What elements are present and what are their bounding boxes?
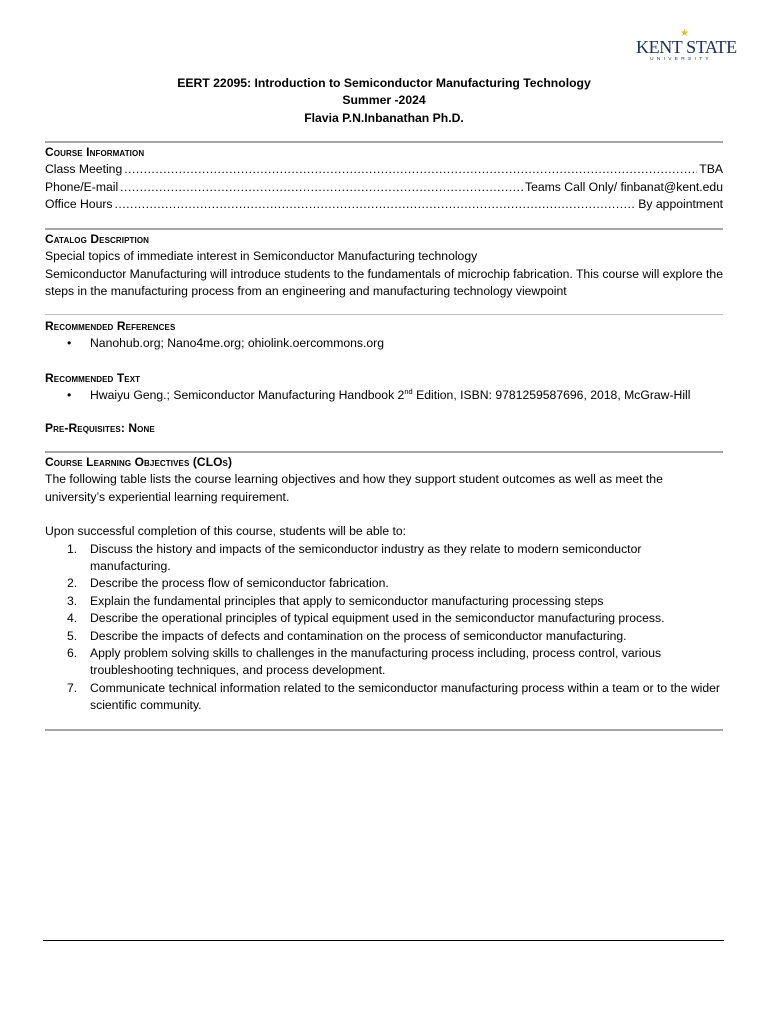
text-section bbox=[45, 370, 723, 405]
list-item bbox=[45, 593, 723, 610]
leader-dots bbox=[124, 161, 697, 178]
divider bbox=[45, 451, 723, 453]
list-item bbox=[45, 645, 723, 680]
references-section bbox=[45, 318, 723, 353]
leader-dots bbox=[120, 179, 523, 196]
star-icon: ★ bbox=[680, 28, 689, 39]
info-value: Teams Call Only/ finbanat@kent.edu bbox=[525, 179, 723, 194]
divider bbox=[45, 141, 723, 143]
book-details: Edition, ISBN: 9781259587696, 2018, McGraw-Hill bbox=[412, 388, 691, 403]
list-item bbox=[45, 680, 723, 715]
course-title: EERT 22095: Introduction to Semiconductor Manufacturing Technology bbox=[177, 76, 591, 90]
item-text: Describe the impacts of defects and contamination on the process of semiconductor manufacturing. bbox=[90, 628, 627, 643]
item-number: 1. bbox=[67, 541, 78, 556]
list-item bbox=[45, 387, 723, 404]
item-text: Discuss the history and impacts of the semiconductor industry as they relate to modern semiconductor manufacturing. bbox=[90, 541, 642, 574]
list-item bbox=[45, 541, 723, 576]
section-heading: Course Learning Objectives (CLOs) bbox=[45, 455, 233, 469]
section-heading: Catalog Description bbox=[45, 232, 150, 246]
course-info-section bbox=[45, 144, 723, 214]
syllabus-header bbox=[45, 75, 723, 127]
catalog-paragraph: Semiconductor Manufacturing will introduce students to the fundamentals of microchip fabrication. This course will explore the steps in the manufacturing process from an engineering and manufacturing technology viewpoint bbox=[45, 266, 723, 299]
list-item bbox=[45, 628, 723, 645]
instructor-name: Flavia P.N.Inbanathan Ph.D. bbox=[304, 110, 464, 125]
list-item bbox=[45, 610, 723, 627]
clos-section bbox=[45, 454, 723, 715]
logo-main-text: KENT STATE bbox=[636, 37, 737, 57]
prereq-section bbox=[45, 420, 723, 437]
item-number: 6. bbox=[67, 646, 78, 661]
divider bbox=[45, 729, 723, 731]
info-row-office-hours bbox=[45, 196, 723, 213]
catalog-topic-line: Special topics of immediate interest in Semiconductor Manufacturing technology bbox=[45, 249, 478, 264]
item-text: Communicate technical information related to the semiconductor manufacturing process within a team or to the wider scientific community. bbox=[90, 680, 720, 713]
info-value: By appointment bbox=[638, 197, 723, 212]
info-label: Phone/E-mail bbox=[45, 179, 119, 194]
clos-lead: Upon successful completion of this course, students will be able to: bbox=[45, 524, 407, 539]
catalog-section bbox=[45, 231, 723, 301]
item-text: Describe the operational principles of typical equipment used in the semiconductor manufacturing process. bbox=[90, 611, 665, 626]
info-label: Office Hours bbox=[45, 197, 113, 212]
divider bbox=[45, 228, 723, 230]
clos-list bbox=[45, 541, 723, 715]
info-label: Class Meeting bbox=[45, 162, 123, 177]
item-number: 2. bbox=[67, 576, 78, 591]
item-number: 5. bbox=[67, 628, 78, 643]
kent-state-logo bbox=[636, 28, 737, 63]
item-text: Describe the process flow of semiconductor fabrication. bbox=[90, 576, 389, 591]
section-heading: Recommended References bbox=[45, 319, 176, 333]
course-term: Summer -2024 bbox=[342, 93, 426, 108]
section-heading: Recommended Text bbox=[45, 371, 141, 385]
item-number: 4. bbox=[67, 611, 78, 626]
section-heading: Pre-Requisites: None bbox=[45, 421, 155, 435]
list-item bbox=[45, 575, 723, 592]
info-value: TBA bbox=[699, 162, 723, 177]
logo-wordmark bbox=[636, 28, 737, 57]
section-heading: Course Information bbox=[45, 145, 145, 159]
ordinal-suffix: nd bbox=[404, 387, 413, 397]
item-text: Explain the fundamental principles that apply to semiconductor manufacturing processing steps bbox=[90, 593, 604, 608]
list-item: • Nanohub.org; Nano4me.org; ohiolink.oercommons.org bbox=[45, 335, 723, 352]
divider bbox=[45, 314, 723, 315]
item-number: 3. bbox=[67, 593, 78, 608]
clos-intro: The following table lists the course learning objectives and how they support student outcomes as well as meet the university’s experiential learning requirement. bbox=[45, 472, 663, 504]
leader-dots bbox=[115, 196, 637, 213]
info-row-phone-email bbox=[45, 179, 723, 196]
item-number: 7. bbox=[67, 680, 78, 695]
logo-subtext: UNIVERSITY bbox=[650, 57, 712, 62]
info-row-class-meeting bbox=[45, 161, 723, 178]
book-title: Hwaiyu Geng.; Semiconductor Manufacturing Handbook 2 bbox=[90, 388, 405, 403]
item-text: Apply problem solving skills to challenges in the manufacturing process including, process control, various troubleshooting techniques, and process development. bbox=[90, 646, 662, 678]
footer-rule bbox=[43, 940, 724, 941]
